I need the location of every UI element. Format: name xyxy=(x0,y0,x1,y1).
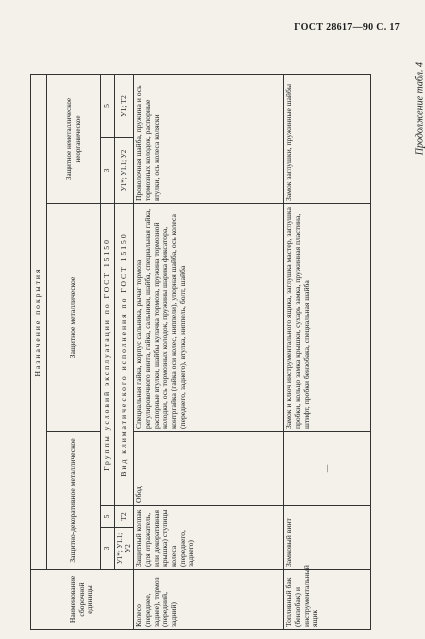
metal-cell: Замок и ключ инструментального ящика, заглушка мастер, заглушка пробки, кольцо замка крышки, сухарь замка, пружинная пластина, штифт, пробки бензобака, специальная шайба xyxy=(284,204,371,432)
group-metal: Защитное металлическое xyxy=(47,204,101,432)
table-row xyxy=(284,75,371,630)
rotated-table-wrapper xyxy=(30,75,365,630)
table-row xyxy=(134,75,284,630)
dec-cell: Защитный колпак (для отражатель, или декоративная крышка) ступицы колеса (переднего, заднего) xyxy=(134,506,284,570)
dec-cell-b: — xyxy=(284,432,371,506)
col-purpose-header: Назначение покрытия xyxy=(31,75,47,570)
dec-cell-b: Обод xyxy=(134,432,284,506)
coating-table xyxy=(30,74,371,630)
group-decorative: Защитно-декоративное металлическое xyxy=(47,432,101,570)
cond-cell: 5 xyxy=(101,506,115,528)
group-nonmetal: Защитное неметаллическое неорганическое xyxy=(47,75,101,204)
cond-cell: 3 xyxy=(101,138,115,204)
conditions-row: Группы условий эксплуатации по ГОСТ 15150 xyxy=(101,204,115,506)
page-header: ГОСТ 28617—90 С. 17 xyxy=(294,22,400,33)
climate-cell: У1*; У1.1; У2 xyxy=(115,528,134,570)
table-caption: Продолжение табл. 4 xyxy=(414,62,425,156)
metal-cell: Специальная гайка, корпус сальника, рычаг тормоза регулировочного винта, гайка, сальники, шайба, специальная гайка, распорные втулки, шайбы кулачка тормоза, пружина тормозной колодки, ось тормозных колодок, пружины шарика фиксатора, контргайка (гайка оси колес, ниппели), упорная шайба, ось колеса (переднего, заднего), втулка, ниппель, болт, шайба xyxy=(134,204,284,432)
nonmetal-cell: Замок заглушки, пружинные шайбы xyxy=(284,75,371,204)
climate-cell: У1*; У1.1; У2 xyxy=(115,138,134,204)
climate-cell: У1; Т2 xyxy=(115,75,134,138)
nonmetal-cell: Проволочная шайба, пружина и ось тормозных колодок, распорные втулки, ось колеса коляски xyxy=(134,75,284,204)
cond-cell: 5 xyxy=(101,75,115,138)
cond-cell: 3 xyxy=(101,528,115,570)
climate-row: Вид климатического исполнения по ГОСТ 15150 xyxy=(115,204,134,506)
climate-cell: Т2 xyxy=(115,506,134,528)
dec-cell: Замковый винт xyxy=(284,506,371,570)
col-unit-header: Наименование сборочной единицы xyxy=(31,570,134,630)
unit-cell: Колесо (переднее, заднее), тормоз (передний, задний) xyxy=(134,570,284,630)
unit-cell: Топливный бак (бензобак) и инструментальный ящик xyxy=(284,570,371,630)
